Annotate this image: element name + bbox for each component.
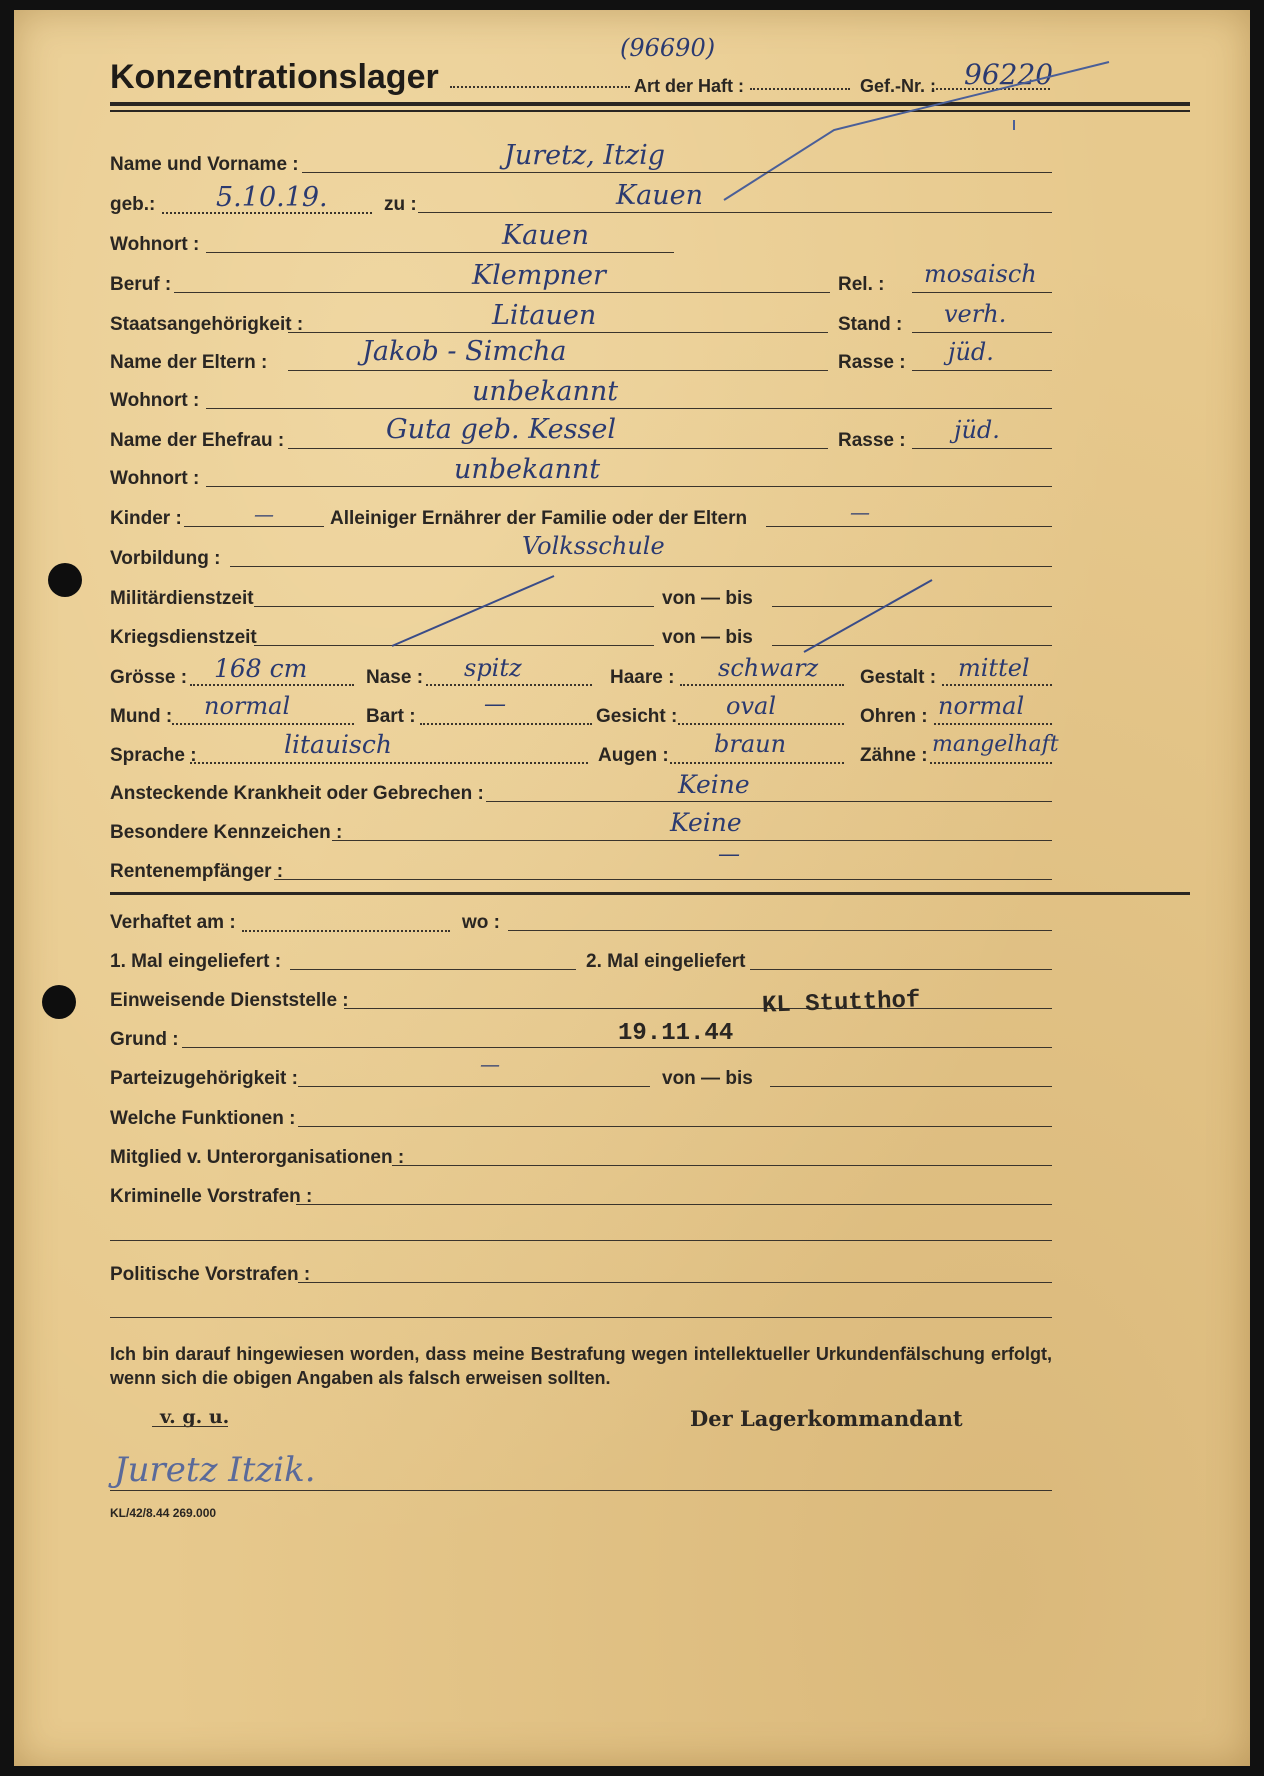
gestalt-label: Gestalt : [860,667,937,688]
eltern-value: Jakob - Simcha [362,336,567,367]
rel-label: Rel. : [838,274,885,295]
gef-nr-value: 96220 [964,58,1054,91]
partei-label: Parteizugehörigkeit : [110,1068,298,1089]
geb-value: 5.10.19. [216,182,328,213]
haare-value: schwarz [718,654,819,682]
declaration-text: Ich bin darauf hingewiesen worden, dass meine Bestrafung wegen intellektueller Urkundenfälschung erfolgt, wenn sich die obigen Angaben als falsch erweisen sollten. [110,1344,1052,1388]
ehefrau-label: Name der Ehefrau : [110,430,285,451]
bart-value: — [484,692,506,717]
militaerdienstzeit-label: Militärdienstzeit [110,588,254,609]
funktionen-label: Welche Funktionen : [110,1108,296,1129]
augen-label: Augen : [598,745,669,766]
strike-lines [384,570,944,660]
ehefrau-wohnort-value: unbekannt [454,454,601,485]
verhaftet-label: Verhaftet am : [110,912,236,933]
rel-value: mosaisch [924,260,1037,288]
ernaehrer-label: Alleiniger Ernährer der Familie oder der Eltern [330,508,748,529]
signature: Juretz Itzik. [114,1450,316,1490]
nase-label: Nase : [366,667,424,688]
rasse-label-2: Rasse : [838,430,906,451]
lagerkommandant-label: Der Lagerkommandant [690,1406,963,1431]
grund-value: 19.11.44 [618,1020,734,1047]
partei-value: — [480,1052,500,1076]
name-label: Name und Vorname : [110,154,299,175]
wohnort-label: Wohnort : [110,234,200,255]
zaehne-label: Zähne : [860,745,928,766]
name-value: Juretz, Itzig [504,140,665,171]
kennzeichen-label: Besondere Kennzeichen : [110,822,343,843]
form-title: Konzentrationslager [110,58,439,96]
ehefrau-value: Guta geb. Kessel [386,414,616,445]
groesse-label: Grösse : [110,667,188,688]
stand-label: Stand : [838,314,903,335]
vorbildung-label: Vorbildung : [110,548,221,569]
stand-value: verh. [944,300,1007,328]
prisoner-number-top: (96690) [620,34,716,62]
vorbildung-value: Volksschule [522,532,665,560]
checkmark-icon [714,60,1114,210]
eltern-label: Name der Eltern : [110,352,268,373]
mund-value: normal [204,692,291,720]
nase-value: spitz [464,654,522,682]
krankheit-label: Ansteckende Krankheit oder Gebrechen : [110,783,484,804]
eltern-wohnort-value: unbekannt [472,376,619,407]
augen-value: braun [714,730,787,758]
krankheit-value: Keine [678,770,750,799]
rasse-value-1: jüd. [948,338,994,366]
mitglied-label: Mitglied v. Unterorganisationen : [110,1147,405,1168]
grund-label: Grund : [110,1029,179,1050]
kennzeichen-value: Keine [670,808,742,837]
sprache-value: litauisch [284,730,392,759]
kinder-label: Kinder : [110,508,182,529]
mal1-label: 1. Mal eingeliefert : [110,951,282,972]
kriminelle-vorstrafen-label: Kriminelle Vorstrafen : [110,1186,313,1207]
eltern-wohnort-label: Wohnort : [110,390,200,411]
wohnort-value: Kauen [502,220,590,251]
zu-value: Kauen [616,180,704,211]
kriegsdienstzeit-label: Kriegsdienstzeit [110,627,257,648]
ohren-value: normal [938,692,1025,720]
dienststelle-label: Einweisende Dienststelle : [110,990,349,1011]
partei-vonbis-label: von — bis [662,1068,753,1089]
rentenempfaenger-label: Rentenempfänger : [110,861,284,882]
rasse-value-2: jüd. [954,416,1000,444]
beruf-value: Klempner [472,260,606,291]
punch-hole-bottom [42,985,76,1019]
rasse-label-1: Rasse : [838,352,906,373]
dienststelle-value: KL Stutthof [761,987,921,1020]
mal2-label: 2. Mal eingeliefert [586,951,746,972]
haare-label: Haare : [610,667,675,688]
form-card [14,10,1250,1766]
gesicht-label: Gesicht : [596,706,678,727]
gestalt-value: mittel [958,654,1030,682]
wo-label: wo : [462,912,500,933]
gef-nr-label: Gef.-Nr. : [860,76,937,96]
rentenempfaenger-value: — [718,842,740,867]
politische-vorstrafen-label: Politische Vorstrafen : [110,1264,311,1285]
staatsangehoerigkeit-label: Staatsangehörigkeit : [110,314,304,335]
ehefrau-wohnort-label: Wohnort : [110,468,200,489]
punch-hole-top [48,563,82,597]
sprache-label: Sprache : [110,745,197,766]
art-der-haft-label: Art der Haft : [634,76,745,96]
mund-label: Mund : [110,706,173,727]
ernaehrer-value: — [850,500,870,524]
vgu-label: v. g. u. [160,1406,230,1428]
geb-label: geb.: [110,194,156,215]
gesicht-value: oval [726,692,776,720]
militaer-vonbis-label: von — bis [662,588,753,609]
krieg-vonbis-label: von — bis [662,627,753,648]
staatsangehoerigkeit-value: Litauen [492,300,597,331]
groesse-value: 168 cm [214,654,308,683]
bart-label: Bart : [366,706,416,727]
zu-label: zu : [384,194,417,215]
ohren-label: Ohren : [860,706,928,727]
zaehne-value: mangelhaft [932,732,1059,757]
footer-code: KL/42/8.44 269.000 [110,1506,217,1520]
beruf-label: Beruf : [110,274,172,295]
kinder-value: — [254,502,274,526]
